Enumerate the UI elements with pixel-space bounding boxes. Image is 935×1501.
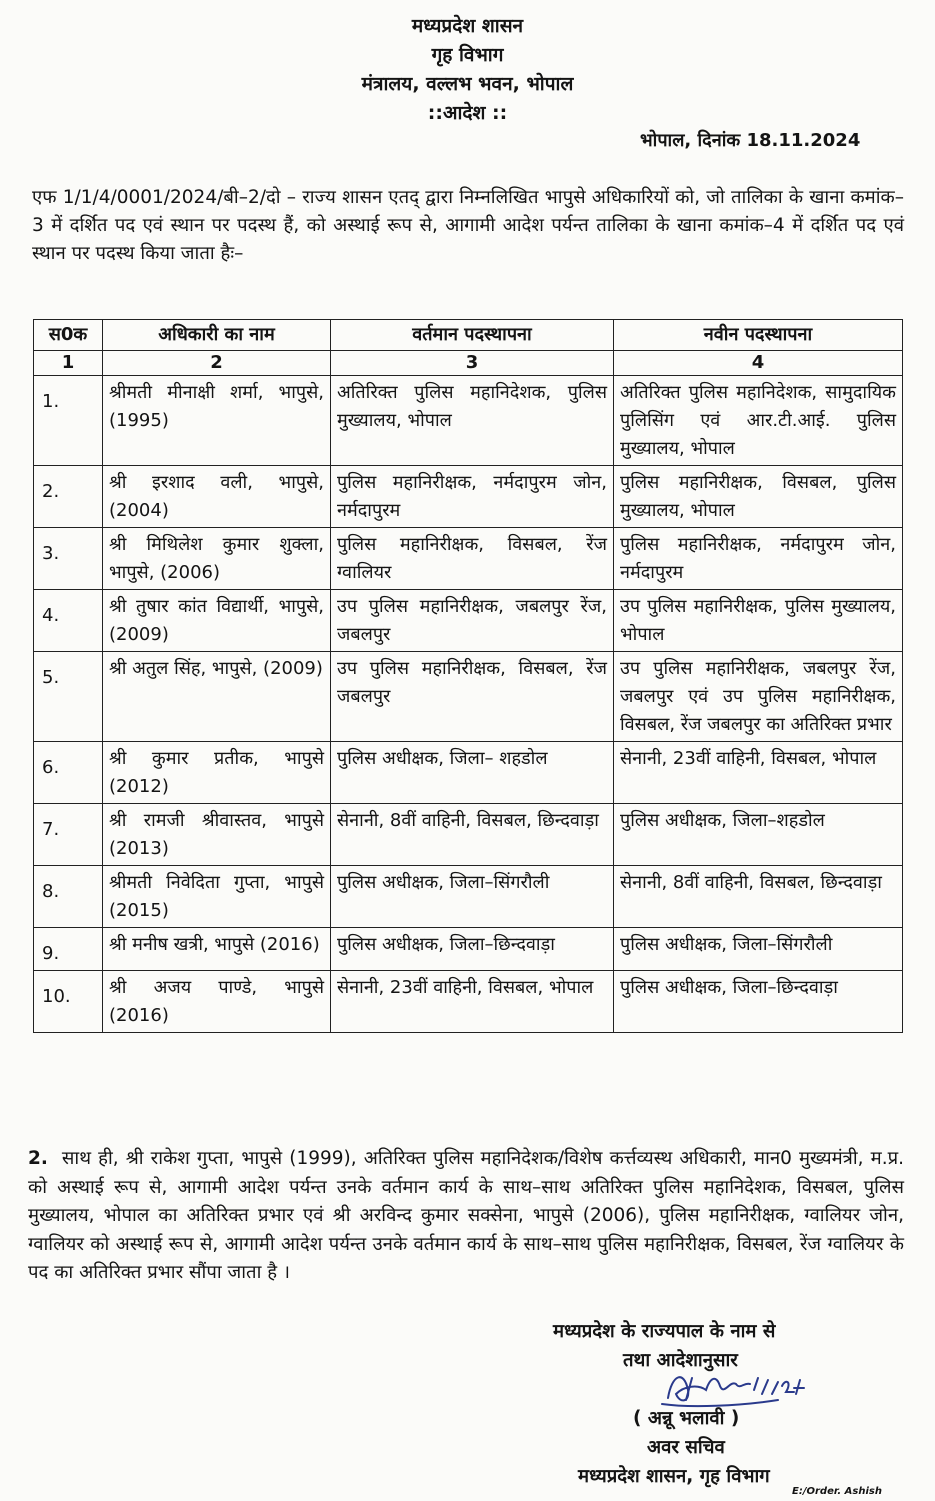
- table-row: [34, 971, 903, 1033]
- current-posting: उप पुलिस महानिरीक्षक, विसबल, रेंज जबलपुर: [331, 652, 614, 742]
- signatory-department: मध्यप्रदेश शासन, गृह विभाग: [578, 1466, 770, 1487]
- officer-name: श्रीमती निवेदिता गुप्ता, भापुसे (2015): [103, 866, 331, 928]
- paragraph-text: साथ ही, श्री राकेश गुप्ता, भापुसे (1999), अतिरिक्त पुलिस महानिदेशक/विशेष कर्त्तव्यस्थ अधिकारी, मान0 मुख्यमंत्री, म.प्र. को अस्थाई रूप से, आगामी आदेश पर्यन्त उनके वर्तमान कार्य के साथ–साथ अतिरिक्त पुलिस महानिदेशक, विसबल, पुलिस मुख्यालय, भोपाल का अतिरिक्त प्रभार एवं श्री अरविन्द कुमार सक्सेना, भापुसे (2006), पुलिस महानिरीक्षक, ग्वालियर जोन, ग्वालियर को अस्थाई रूप से, आगामी आदेश पर्यन्त उनके वर्तमान कार्य के साथ–साथ पुलिस महानिरीक्षक, विसबल, रेंज ग्वालियर के पद का अतिरिक्त प्रभार सौंपा जाता है ।: [28, 1148, 904, 1283]
- header-serial: स0क: [34, 320, 103, 351]
- header-new-posting: नवीन पदस्थापना: [614, 320, 903, 351]
- column-number: 1: [34, 351, 103, 376]
- file-reference: E:/Order. Ashish: [792, 1486, 882, 1497]
- current-posting: उप पुलिस महानिरीक्षक, जबलपुर रेंज, जबलपुर: [331, 590, 614, 652]
- officer-name: श्री इरशाद वली, भापुसे, (2004): [103, 466, 331, 528]
- current-posting: पुलिस अधीक्षक, जिला–छिन्दवाड़ा: [331, 928, 614, 971]
- table-row: [34, 804, 903, 866]
- serial-number: 3.: [34, 528, 103, 590]
- new-posting: पुलिस महानिरीक्षक, विसबल, पुलिस मुख्यालय, भोपाल: [614, 466, 903, 528]
- paragraph-number: 2.: [28, 1148, 48, 1169]
- order-title: ::आदेश ::: [427, 102, 508, 124]
- department-heading: गृह विभाग: [431, 44, 504, 66]
- officer-name: श्रीमती मीनाक्षी शर्मा, भापुसे, (1995): [103, 376, 331, 466]
- table-row: [34, 928, 903, 971]
- column-number: 2: [103, 351, 331, 376]
- serial-number: 6.: [34, 742, 103, 804]
- officer-name: श्री तुषार कांत विद्यार्थी, भापुसे, (2009): [103, 590, 331, 652]
- table-row: [34, 528, 903, 590]
- new-posting: पुलिस महानिरीक्षक, नर्मदापुरम जोन, नर्मदापुरम: [614, 528, 903, 590]
- ministry-address: मंत्रालय, वल्लभ भवन, भोपाल: [361, 73, 574, 95]
- posting-table: [33, 319, 903, 1033]
- table-row: [34, 376, 903, 466]
- new-posting: पुलिस अधीक्षक, जिला–छिन्दवाड़ा: [614, 971, 903, 1033]
- serial-number: 9.: [34, 928, 103, 971]
- current-posting: सेनानी, 8वीं वाहिनी, विसबल, छिन्दवाड़ा: [331, 804, 614, 866]
- header-current-posting: वर्तमान पदस्थापना: [331, 320, 614, 351]
- current-posting: पुलिस अधीक्षक, जिला– शहडोल: [331, 742, 614, 804]
- table-row: [34, 466, 903, 528]
- current-posting: पुलिस महानिरीक्षक, विसबल, रेंज ग्वालियर: [331, 528, 614, 590]
- governor-authority-line: मध्यप्रदेश के राज्यपाल के नाम से: [553, 1321, 776, 1342]
- order-date: भोपाल, दिनांक 18.11.2024: [640, 130, 861, 151]
- new-posting: सेनानी, 23वीं वाहिनी, विसबल, भोपाल: [614, 742, 903, 804]
- by-order-line: तथा आदेशानुसार: [623, 1350, 738, 1371]
- new-posting: पुलिस अधीक्षक, जिला–सिंगरौली: [614, 928, 903, 971]
- column-number: 3: [331, 351, 614, 376]
- additional-charge-paragraph: [28, 1145, 904, 1288]
- serial-number: 4.: [34, 590, 103, 652]
- govt-heading: मध्यप्रदेश शासन: [411, 15, 524, 37]
- officer-name: श्री रामजी श्रीवास्तव, भापुसे (2013): [103, 804, 331, 866]
- table-row: [34, 742, 903, 804]
- current-posting: पुलिस अधीक्षक, जिला–सिंगरौली: [331, 866, 614, 928]
- new-posting: उप पुलिस महानिरीक्षक, पुलिस मुख्यालय, भोपाल: [614, 590, 903, 652]
- signatory-name: ( अन्नू भलावी ): [633, 1408, 740, 1429]
- new-posting: उप पुलिस महानिरीक्षक, जबलपुर रेंज, जबलपुर एवं उप पुलिस महानिरीक्षक, विसबल, रेंज जबलपुर का अतिरिक्त प्रभार: [614, 652, 903, 742]
- new-posting: अतिरिक्त पुलिस महानिदेशक, सामुदायिक पुलिसिंग एवं आर.टी.आई. पुलिस मुख्यालय, भोपाल: [614, 376, 903, 466]
- order-intro-paragraph: एफ 1/1/4/0001/2024/बी–2/दो – राज्य शासन एतद् द्वारा निम्नलिखित भापुसे अधिकारियों को, जो तालिका के खाना कमांक–3 में दर्शित पद एवं स्थान पर पदस्थ हैं, को अस्थाई रूप से, आगामी आदेश पर्यन्त तालिका के खाना कमांक–4 में दर्शित पद एवं स्थान पर पदस्थ किया जाता हैः–: [32, 187, 904, 264]
- serial-number: 7.: [34, 804, 103, 866]
- officer-name: श्री मनीष खत्री, भापुसे (2016): [103, 928, 331, 971]
- serial-number: 10.: [34, 971, 103, 1033]
- table-row: [34, 652, 903, 742]
- current-posting: अतिरिक्त पुलिस महानिदेशक, पुलिस मुख्यालय, भोपाल: [331, 376, 614, 466]
- serial-number: 1.: [34, 376, 103, 466]
- serial-number: 8.: [34, 866, 103, 928]
- new-posting: सेनानी, 8वीं वाहिनी, विसबल, छिन्दवाड़ा: [614, 866, 903, 928]
- signatory-designation: अवर सचिव: [647, 1437, 725, 1458]
- serial-number: 5.: [34, 652, 103, 742]
- officer-name: श्री अतुल सिंह, भापुसे, (2009): [103, 652, 331, 742]
- officer-name: श्री अजय पाण्डे, भापुसे (2016): [103, 971, 331, 1033]
- officer-name: श्री मिथिलेश कुमार शुक्ला, भापुसे, (2006): [103, 528, 331, 590]
- serial-number: 2.: [34, 466, 103, 528]
- current-posting: सेनानी, 23वीं वाहिनी, विसबल, भोपाल: [331, 971, 614, 1033]
- current-posting: पुलिस महानिरीक्षक, नर्मदापुरम जोन, नर्मदापुरम: [331, 466, 614, 528]
- table-row: [34, 590, 903, 652]
- new-posting: पुलिस अधीक्षक, जिला–शहडोल: [614, 804, 903, 866]
- header-officer-name: अधिकारी का नाम: [103, 320, 331, 351]
- column-number-row: [34, 351, 903, 376]
- column-number: 4: [614, 351, 903, 376]
- officer-name: श्री कुमार प्रतीक, भापुसे (2012): [103, 742, 331, 804]
- table-row: [34, 866, 903, 928]
- table-header-row: [34, 320, 903, 351]
